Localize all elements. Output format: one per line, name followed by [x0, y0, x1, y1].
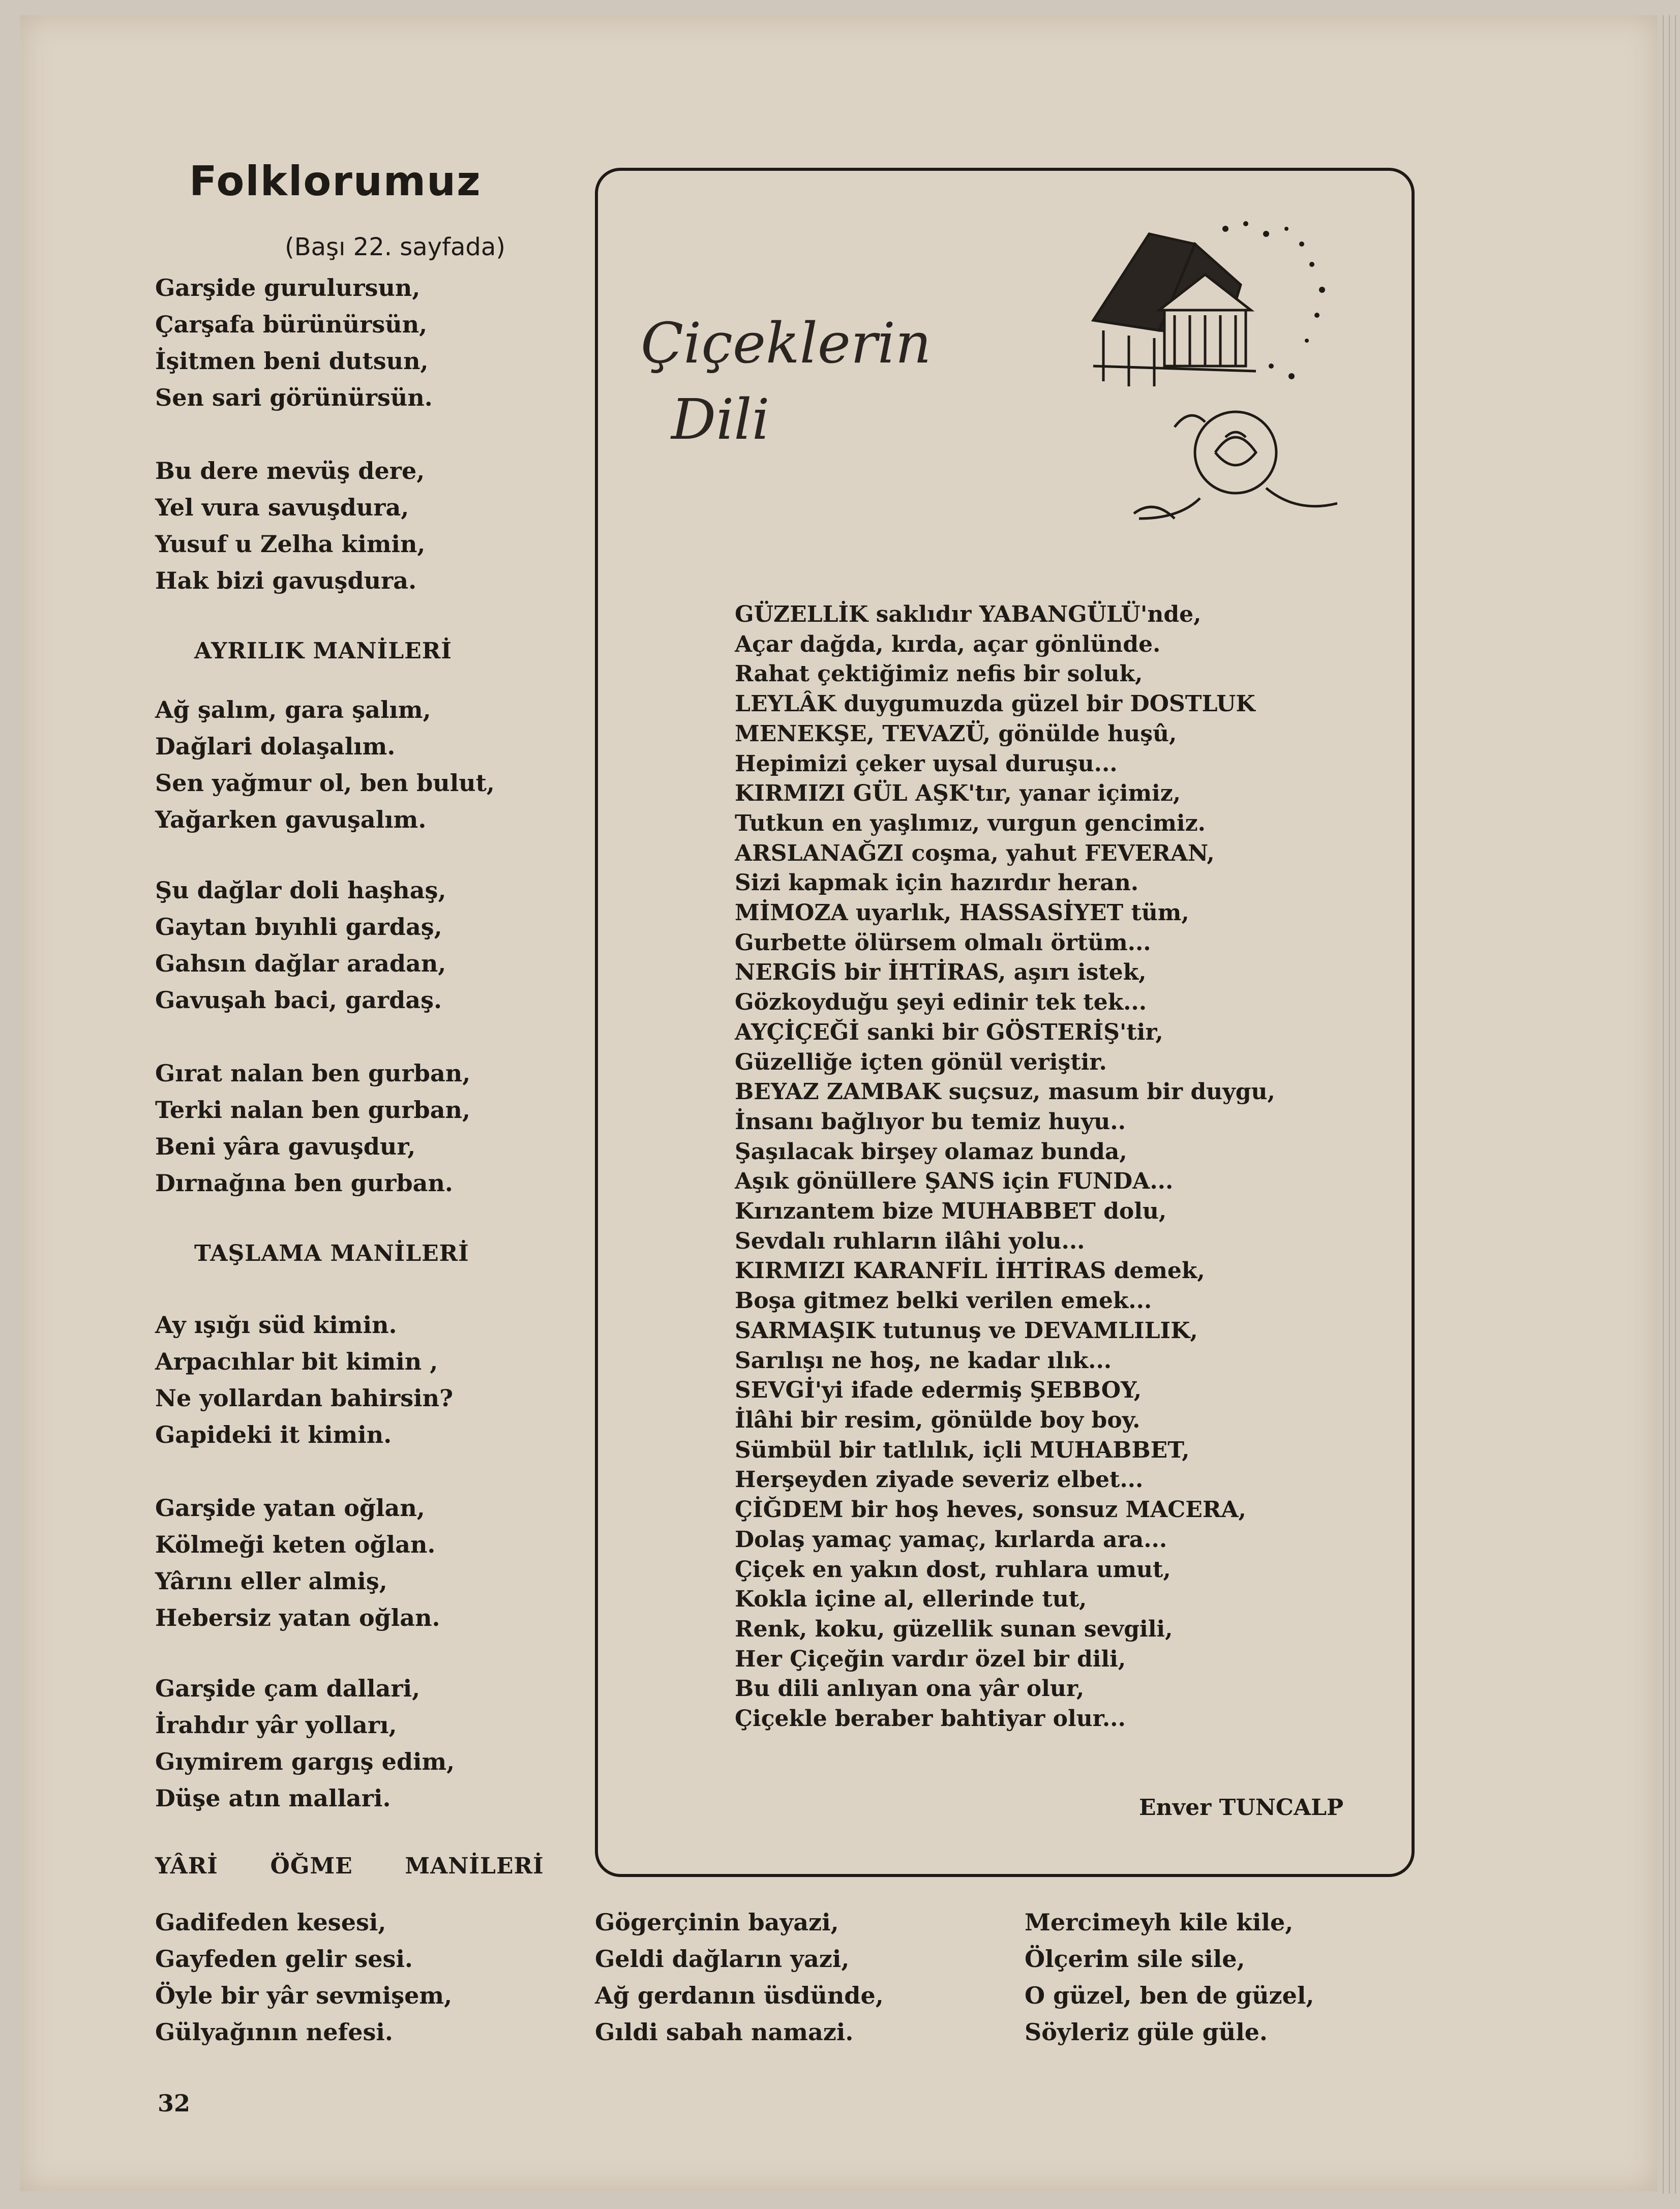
cottage-icon	[1093, 234, 1256, 386]
stanza	[155, 452, 425, 599]
subsection-heading: AYRILIK MANİLERİ	[194, 638, 452, 664]
verse-line: Yusuf u Zelha kimin,	[155, 530, 426, 558]
verse-line: Çarşafa bürünürsün,	[155, 311, 428, 338]
poem-line: SARMAŞIK tutunuş ve DEVAMLILIK,	[735, 1317, 1198, 1344]
bottom-heading	[155, 1853, 544, 1879]
poem-line: AYÇİÇEĞİ sanki bir GÖSTERİŞ'tir,	[735, 1019, 1163, 1045]
section-title: Folklorumuz	[189, 158, 482, 205]
verse-line: Yağarken gavuşalım.	[155, 806, 427, 833]
verse-line: Ne yollardan bahirsin?	[155, 1384, 454, 1412]
poem-line: Çiçekle beraber bahtiyar olur...	[735, 1706, 1126, 1732]
verse-line: Gavuşah baci, gardaş.	[155, 986, 442, 1014]
verse-line: Geldi dağların yazi,	[595, 1945, 850, 1973]
verse-line: Gırat nalan ben gurban,	[155, 1060, 471, 1087]
poem-line: İlâhi bir resim, gönülde boy boy.	[735, 1407, 1141, 1433]
poem-line: NERGİS bir İHTİRAS, aşırı istek,	[735, 959, 1147, 986]
verse-line: Garşide yatan oğlan,	[155, 1494, 425, 1522]
poem-line: LEYLÂK duygumuzda güzel bir DOSTLUK	[735, 691, 1255, 717]
stanza	[595, 1904, 884, 2050]
stanza	[155, 1904, 452, 2050]
verse-line: Düşe atın mallari.	[155, 1784, 391, 1812]
verse-line: Öyle bir yâr sevmişem,	[155, 1982, 453, 2009]
poem-line: MENEKŞE, TEVAZÜ, gönülde huşû,	[735, 720, 1177, 747]
poem-line: Sizi kapmak için hazırdır heran.	[735, 870, 1139, 896]
poem-line: ÇİĞDEM bir hoş heves, sonsuz MACERA,	[735, 1497, 1246, 1523]
verse-line: Gahsın dağlar aradan,	[155, 950, 446, 977]
verse-line: Garşide gurulursun,	[155, 274, 421, 301]
stanza	[155, 269, 433, 416]
poem-title	[641, 305, 932, 458]
verse-line: Hak bizi gavuşdura.	[155, 567, 417, 594]
poem-line: Sevdalı ruhların ilâhi yolu...	[735, 1228, 1085, 1254]
verse-line: İşitmen beni dutsun,	[155, 347, 429, 375]
poem-line: Herşeyden ziyade severiz elbet...	[735, 1467, 1144, 1493]
poem-line: Tutkun en yaşlımız, vurgun gencimiz.	[735, 810, 1206, 836]
verse-line: Arpacıhlar bit kimin ,	[155, 1348, 438, 1375]
verse-line: Söyleriz güle güle.	[1025, 2018, 1268, 2046]
poem-line: KIRMIZI KARANFİL İHTİRAS demek,	[735, 1258, 1205, 1284]
verse-line: Gapideki it kimin.	[155, 1421, 392, 1448]
poem-line: Sümbül bir tatlılık, içli MUHABBET,	[735, 1437, 1190, 1463]
stanza	[155, 1055, 470, 1201]
verse-line: Bu dere mevüş dere,	[155, 457, 425, 485]
poem-line: Bu dili anlıyan ona yâr olur,	[735, 1676, 1085, 1702]
verse-line: İrahdır yâr yolları,	[155, 1711, 397, 1739]
rose-icon	[1134, 412, 1337, 519]
verse-line: Gögerçinin bayazi,	[595, 1909, 839, 1936]
verse-line: Yârını eller almiş,	[155, 1567, 387, 1595]
verse-line: Dağlari dolaşalım.	[155, 733, 396, 760]
poem-line: SEVGİ'yi ifade edermiş ŞEBBOY,	[735, 1377, 1142, 1404]
continuation-note: (Başı 22. sayfada)	[285, 233, 506, 261]
verse-line: Gülyağının nefesi.	[155, 2018, 393, 2046]
verse-line: Kölmeği keten oğlan.	[155, 1531, 436, 1558]
poem-line: Her Çiçeğin vardır özel bir dili,	[735, 1646, 1126, 1672]
verse-line: Dırnağına ben gurban.	[155, 1169, 453, 1197]
stanza	[155, 1307, 453, 1453]
verse-line: O güzel, ben de güzel,	[1025, 1982, 1314, 2009]
poem-line: İnsanı bağlıyor bu temiz huyu..	[735, 1108, 1126, 1135]
poem-line: Boşa gitmez belki verilen emek...	[735, 1288, 1152, 1314]
poem-line: Çiçek en yakın dost, ruhlara umut,	[735, 1556, 1171, 1583]
heading-word: MANİLERİ	[405, 1853, 544, 1879]
poem-line: Kırızantem bize MUHABBET dolu,	[735, 1198, 1167, 1225]
verse-line: Terki nalan ben gurban,	[155, 1096, 470, 1124]
verse-line: Beni yâra gavuşdur,	[155, 1133, 416, 1160]
verse-line: Sen yağmur ol, ben bulut,	[155, 769, 495, 797]
verse-line: Ölçerim sile sile,	[1025, 1945, 1245, 1973]
poem-line: Renk, koku, güzellik sunan sevgili,	[735, 1616, 1173, 1642]
verse-line: Gıldi sabah namazi.	[595, 2018, 854, 2046]
verse-line: Şu dağlar doli haşhaş,	[155, 876, 446, 904]
poem-line: Güzelliğe içten gönül veriştir.	[735, 1049, 1107, 1075]
poem-line: KIRMIZI GÜL AŞK'tır, yanar içimiz,	[735, 780, 1181, 807]
poem-title-line: Çiçeklerin	[641, 311, 932, 376]
stanza	[155, 872, 446, 1018]
verse-line: Gadifeden kesesi,	[155, 1909, 386, 1936]
verse-line: Garşide çam dallari,	[155, 1675, 421, 1702]
poem-line: Kokla içine al, ellerinde tut,	[735, 1586, 1087, 1613]
poem-line: Açar dağda, kırda, açar gönlünde.	[735, 631, 1161, 657]
poem-title-line: Dili	[671, 387, 770, 452]
poem-line: Aşık gönüllere ŞANS için FUNDA...	[735, 1168, 1174, 1195]
stanza	[155, 1670, 455, 1817]
verse-line: Ağ gerdanın üsdünde,	[595, 1982, 884, 2009]
poem-line: Gurbette ölürsem olmalı örtüm...	[735, 929, 1151, 956]
author-name: Enver TUNCALP	[1139, 1795, 1344, 1821]
poem-line: Gözkoyduğu şeyi edinir tek tek...	[735, 989, 1147, 1016]
page-number: 32	[158, 2090, 191, 2117]
stanza	[155, 1490, 440, 1636]
subsection-heading: TAŞLAMA MANİLERİ	[194, 1240, 469, 1266]
poem-line: BEYAZ ZAMBAK suçsuz, masum bir duygu,	[735, 1079, 1275, 1105]
poem-line: Sarılışı ne hoş, ne kadar ılık...	[735, 1347, 1112, 1374]
poem-line: MİMOZA uyarlık, HASSASİYET tüm,	[735, 900, 1189, 926]
verse-line: Gıymirem gargış edim,	[155, 1748, 455, 1775]
verse-line: Ay ışığı süd kimin.	[155, 1311, 397, 1339]
poem-line: GÜZELLİK saklıdır YABANGÜLÜ'nde,	[735, 601, 1202, 627]
poem-body	[735, 600, 1275, 1734]
cottage-flower-illustration	[1073, 214, 1337, 539]
verse-line: Hebersiz yatan oğlan.	[155, 1604, 440, 1631]
poem-line: Dolaş yamaç yamaç, kırlarda ara...	[735, 1526, 1167, 1553]
verse-line: Ağ şalım, gara şalım,	[155, 696, 431, 723]
poem-line: Hepimizi çeker uysal duruşu...	[735, 750, 1118, 777]
heading-word: YÂRİ	[155, 1853, 218, 1879]
poem-line: ARSLANAĞZI coşma, yahut FEVERAN,	[735, 840, 1215, 866]
verse-line: Gaytan bıyıhli gardaş,	[155, 913, 442, 941]
verse-line: Yel vura savuşdura,	[155, 494, 409, 521]
verse-line: Gayfeden gelir sesi.	[155, 1945, 413, 1973]
poem-line: Rahat çektiğimiz nefis bir soluk,	[735, 661, 1143, 687]
verse-line: Sen sari görünürsün.	[155, 384, 433, 411]
poem-line: Şaşılacak birşey olamaz bunda,	[735, 1138, 1127, 1165]
stanza	[155, 691, 495, 838]
heading-word: ÖĞME	[270, 1853, 353, 1879]
stanza	[1025, 1904, 1314, 2050]
verse-line: Mercimeyh kile kile,	[1025, 1909, 1294, 1936]
